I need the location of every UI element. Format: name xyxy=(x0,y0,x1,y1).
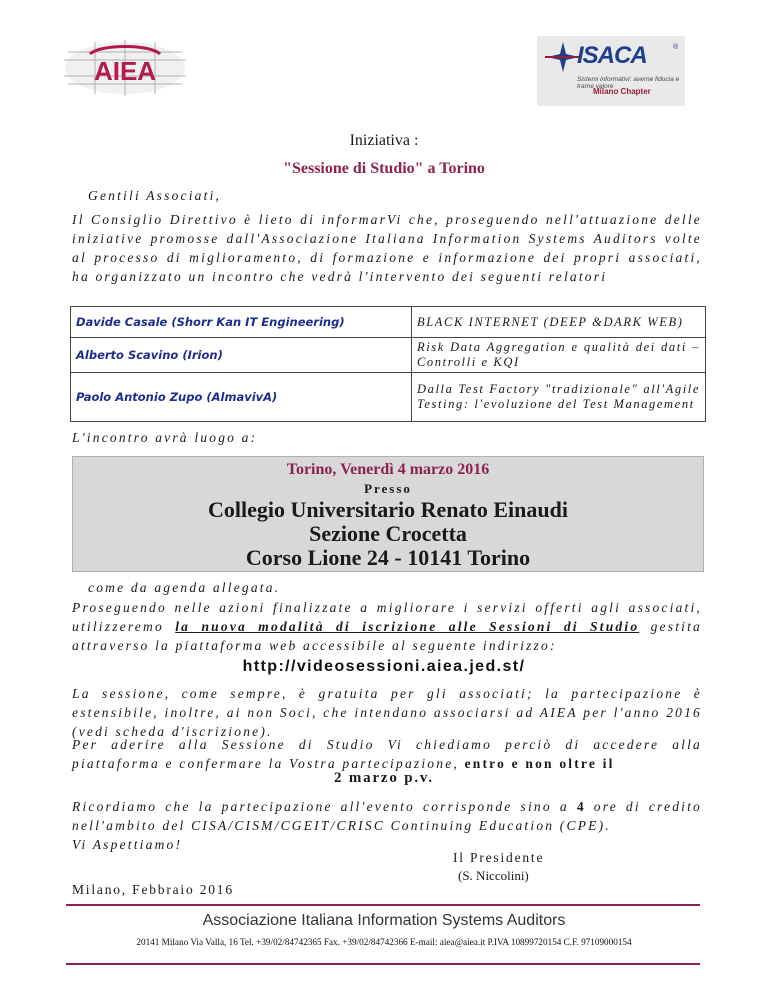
footer-organization: Associazione Italiana Information Systems Auditors xyxy=(202,912,566,929)
venue-name: Collegio Universitario Renato Einaudi xyxy=(208,497,568,522)
initiative-label: Iniziativa : xyxy=(349,132,419,149)
credits-text-end: ore di credito nell'ambito del CISA/CISM/CGEIT/CRISC Continuing Education (CPE). xyxy=(72,799,703,833)
venue-presso: Presso xyxy=(364,481,412,496)
registration-paragraph xyxy=(72,598,702,655)
speaker-row xyxy=(71,307,706,338)
registration-text-start: Proseguendo nelle azioni finalizzate a migliorare i servizi offerti agli associati, utilizzeremo xyxy=(72,600,702,634)
aiea-logo xyxy=(60,38,190,98)
registration-mode-link[interactable]: la nuova modalità di iscrizione alle Sessioni di Studio xyxy=(175,619,640,634)
credits-paragraph xyxy=(72,797,702,854)
participation-paragraph xyxy=(72,735,702,773)
credits-text-start: Ricordiamo che la partecipazione all'evento corrisponde sino a xyxy=(72,799,577,814)
place-date: Milano, Febbraio 2016 xyxy=(72,882,234,897)
speaker-name: Alberto Scavino (Irion) xyxy=(71,338,412,373)
venue-lead: L'incontro avrà luogo a: xyxy=(72,430,258,445)
speaker-row xyxy=(71,338,706,373)
isaca-chapter: Milano Chapter xyxy=(593,87,651,96)
session-title: "Sessione di Studio" a Torino xyxy=(283,160,485,177)
closing-line: Vi Aspettiamo! xyxy=(72,837,183,852)
venue-date: Torino, Venerdì 4 marzo 2016 xyxy=(286,461,490,478)
isaca-wordmark: ISACA xyxy=(577,42,647,69)
isaca-logo xyxy=(537,36,685,106)
credits-hours: 4 xyxy=(576,799,586,814)
isaca-star-icon xyxy=(545,40,581,74)
speaker-topic: Risk Data Aggregation e qualità dei dati – Controlli e KQI xyxy=(412,338,706,373)
footer-contact: 20141 Milano Via Valla, 16 Tel. +39/02/84742365 Fax. +39/02/84742366 E-mail: aiea@aiea.it P.IVA 10899720154 C.F. 97109000154 xyxy=(136,937,632,947)
agenda-note: come da agenda allegata. xyxy=(88,580,281,595)
footer-top-rule xyxy=(66,904,700,906)
venue-section: Sezione Crocetta xyxy=(309,521,467,546)
free-session-paragraph: La sessione, come sempre, è gratuita per gli associati; la partecipazione è estensibile, inoltre, ai non Soci, che intendano associarsi ad AIEA per l'anno 2016 (vedi scheda d'iscrizione). xyxy=(72,686,702,739)
speaker-name: Paolo Antonio Zupo (AlmavivA) xyxy=(71,373,412,422)
venue-address: Corso Lione 24 - 10141 Torino xyxy=(245,545,531,570)
participation-text: Per aderire alla Sessione di Studio Vi chiediamo perciò di accedere alla piattaforma e confermare la Vostra partecipazione, xyxy=(72,737,702,771)
footer-bottom-rule xyxy=(66,963,700,965)
president-name: (S. Niccolini) xyxy=(458,868,529,883)
president-title: Il Presidente xyxy=(453,850,545,865)
speaker-row xyxy=(71,373,706,422)
venue-box xyxy=(72,456,704,572)
speaker-topic: BLACK INTERNET (DEEP &DARK WEB) xyxy=(412,307,706,338)
deadline-lead: entro e non oltre il xyxy=(464,756,615,771)
registration-url-link[interactable]: http://videosessioni.aiea.jed.st/ xyxy=(242,658,526,675)
aiea-logo-text: AIEA xyxy=(93,56,157,86)
greeting: Gentili Associati, xyxy=(88,188,222,203)
isaca-tagline: Sistemi informativi: averne fiducia e trarne valore xyxy=(577,76,680,90)
speakers-table xyxy=(70,306,706,422)
speaker-topic: Dalla Test Factory "tradizionale" all'Agile Testing: l'evoluzione del Test Management xyxy=(412,373,706,422)
registration-text-end: gestita attraverso la piattaforma web accessibile al seguente indirizzo: xyxy=(72,619,703,653)
deadline-date: 2 marzo p.v. xyxy=(334,770,434,786)
isaca-registered-mark: ® xyxy=(673,44,679,51)
speaker-name: Davide Casale (Shorr Kan IT Engineering) xyxy=(71,307,412,338)
intro-paragraph: Il Consiglio Direttivo è lieto di informarVi che, proseguendo nell'attuazione delle iniziative promosse dall'Associazione Italiana Information Systems Auditors volte al processo di miglioramento, di formazione e informazione dei propri associati, ha organizzato un incontro che vedrà l'intervento dei seguenti relatori xyxy=(72,212,702,284)
